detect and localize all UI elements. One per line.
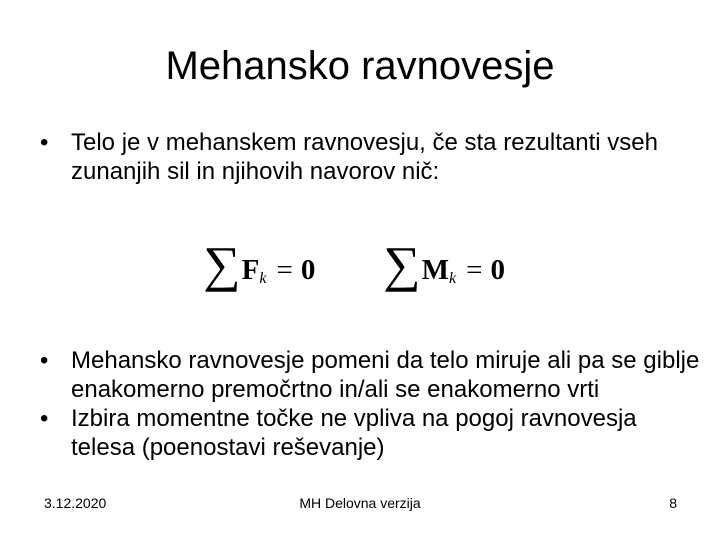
sum-symbol: ∑ <box>203 236 241 292</box>
force-symbol: F <box>241 254 260 286</box>
bullet-text: Telo je v mehanskem ravnovesju, če sta rezultanti vseh zunanjih sil in njihovih navorov nič: <box>71 129 658 185</box>
bullet-marker: • <box>40 129 49 156</box>
equilibrium-equations <box>200 236 530 292</box>
moment-symbol: M <box>421 254 450 286</box>
bullet-list <box>40 128 700 462</box>
zero-value: 0 <box>490 254 505 286</box>
footer-date: 3.12.2020 <box>44 495 107 511</box>
bullet-marker: • <box>40 347 49 374</box>
equals-sign: = <box>276 254 293 286</box>
sum-symbol: ∑ <box>383 236 421 292</box>
footer-title: MH Delovna verzija <box>299 495 421 511</box>
index-subscript: k <box>449 270 457 287</box>
slide-title: Mehansko ravnovesje <box>165 44 555 88</box>
slide-number: 8 <box>669 495 677 511</box>
bullet-item <box>40 128 700 186</box>
bullet-marker: • <box>40 405 49 432</box>
bullet-item <box>40 346 700 404</box>
force-sum-equation <box>203 236 316 292</box>
bullet-text: Mehansko ravnovesje pomeni da telo miruje ali pa se giblje enakomerno premočrtno in/ali se enakomerno vrti <box>71 347 700 403</box>
bullet-item <box>40 404 700 462</box>
zero-value: 0 <box>300 254 316 286</box>
moment-sum-equation <box>383 236 505 292</box>
bullet-text: Izbira momentne točke ne vpliva na pogoj ravnovesja telesa (poenostavi reševanje) <box>71 405 637 461</box>
equals-sign: = <box>466 254 483 286</box>
index-subscript: k <box>259 270 267 287</box>
